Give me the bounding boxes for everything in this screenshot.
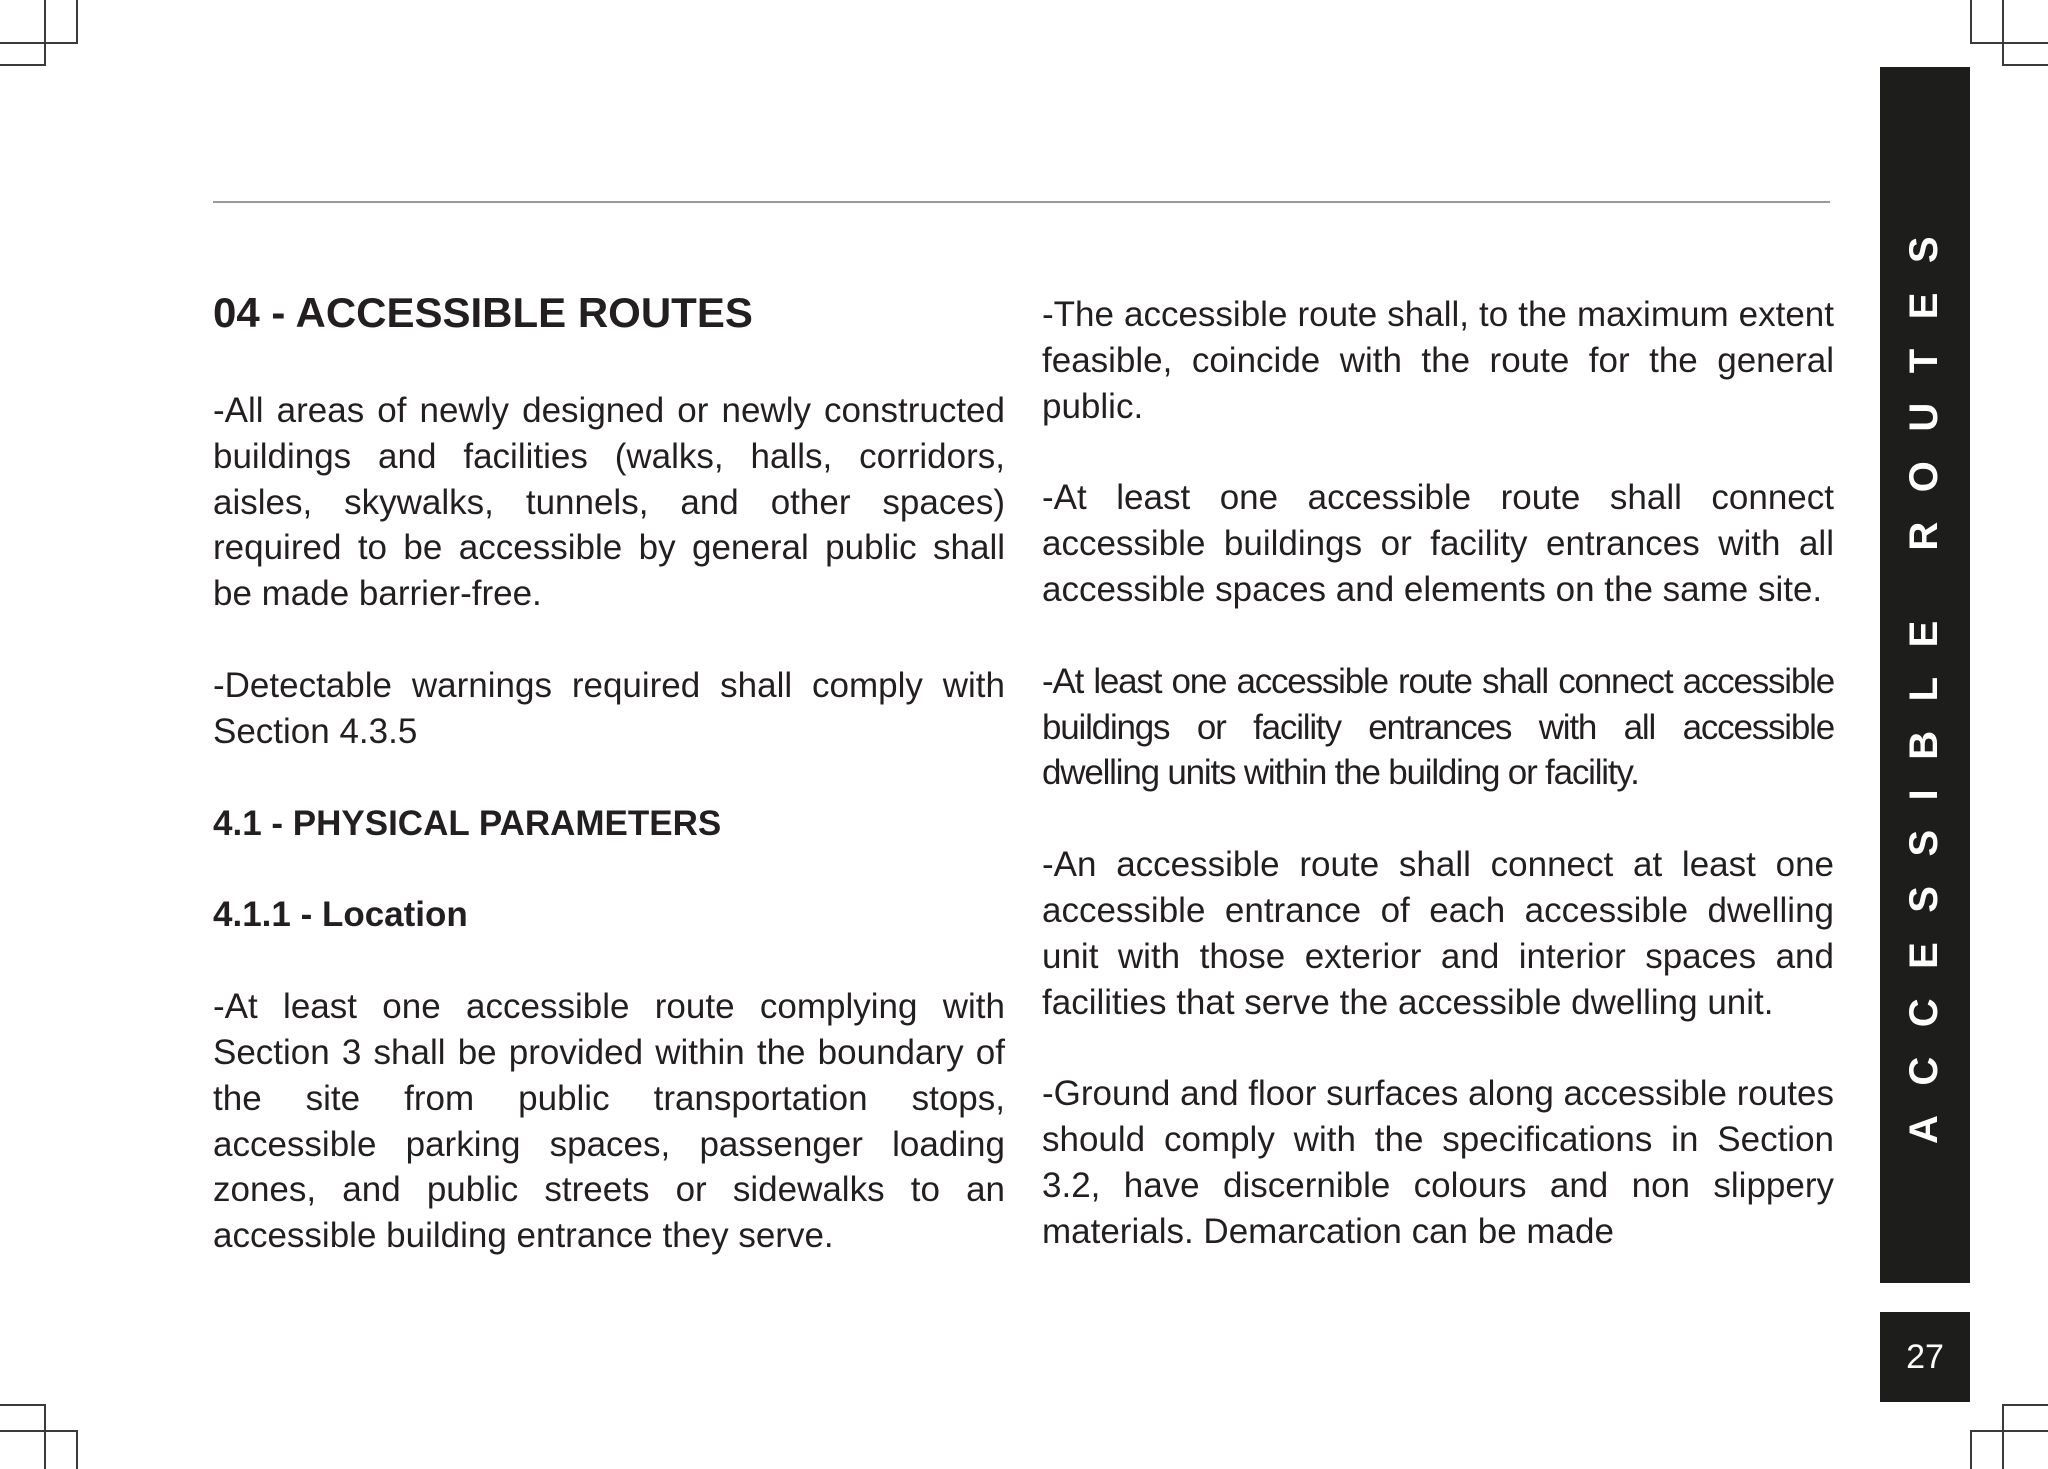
paragraph-ground-surfaces: -Ground and floor surfaces along accessible routes should comply with the specifications in Section 3.2, have discernible colours and non slippery materials. Demarcation can be made [1042, 1074, 1834, 1251]
page-number: 27 [1906, 1337, 1944, 1376]
paragraph-location: -At least one accessible route complying with Section 3 shall be provided within the boundary of the site from public transportation stops, accessible parking spaces, passenger loading zones, and public streets or sidewalks to an accessible building entrance they serve. [213, 987, 1005, 1256]
paragraph-dwelling-entrance: -An accessible route shall connect at least one accessible entrance of each accessible dwelling unit with those exterior and interior spaces and facilities that serve the accessible dwelling unit. [1042, 845, 1834, 1022]
header-rule [213, 201, 1830, 203]
paragraph-detectable-warnings: -Detectable warnings required shall comply with Section 4.3.5 [213, 665, 1005, 751]
subsubsection-heading: 4.1.1 - Location [213, 895, 468, 935]
page-number-box [1880, 1312, 1970, 1402]
paragraph-connect-spaces: -At least one accessible route shall connect accessible buildings or facility entrances with all accessible spaces and elements on the same site. [1042, 478, 1834, 609]
subsection-heading: 4.1 - PHYSICAL PARAMETERS [213, 803, 722, 843]
paragraph-connect-dwelling-units: -At least one accessible route shall connect accessible buildings or facility entrances with all accessible dwelling units within the building or facility. [1042, 661, 1834, 793]
chapter-sidebar-tab [1880, 67, 1970, 1283]
paragraph-general-public-route: -The accessible route shall, to the maximum extent feasible, coincide with the route for the general public. [1042, 295, 1834, 426]
chapter-sidebar-label: ACCESSIBLE ROUTES [1902, 206, 1947, 1144]
left-column [213, 285, 1005, 1305]
section-title: 04 - ACCESSIBLE ROUTES [213, 289, 753, 336]
paragraph-barrier-free: -All areas of newly designed or newly constructed buildings and facilities (walks, halls, corridors, aisles, skywalks, tunnels, and other spaces) required to be accessible by general public shall be made barrier-free. [213, 391, 1005, 614]
right-column [1042, 285, 1834, 1301]
